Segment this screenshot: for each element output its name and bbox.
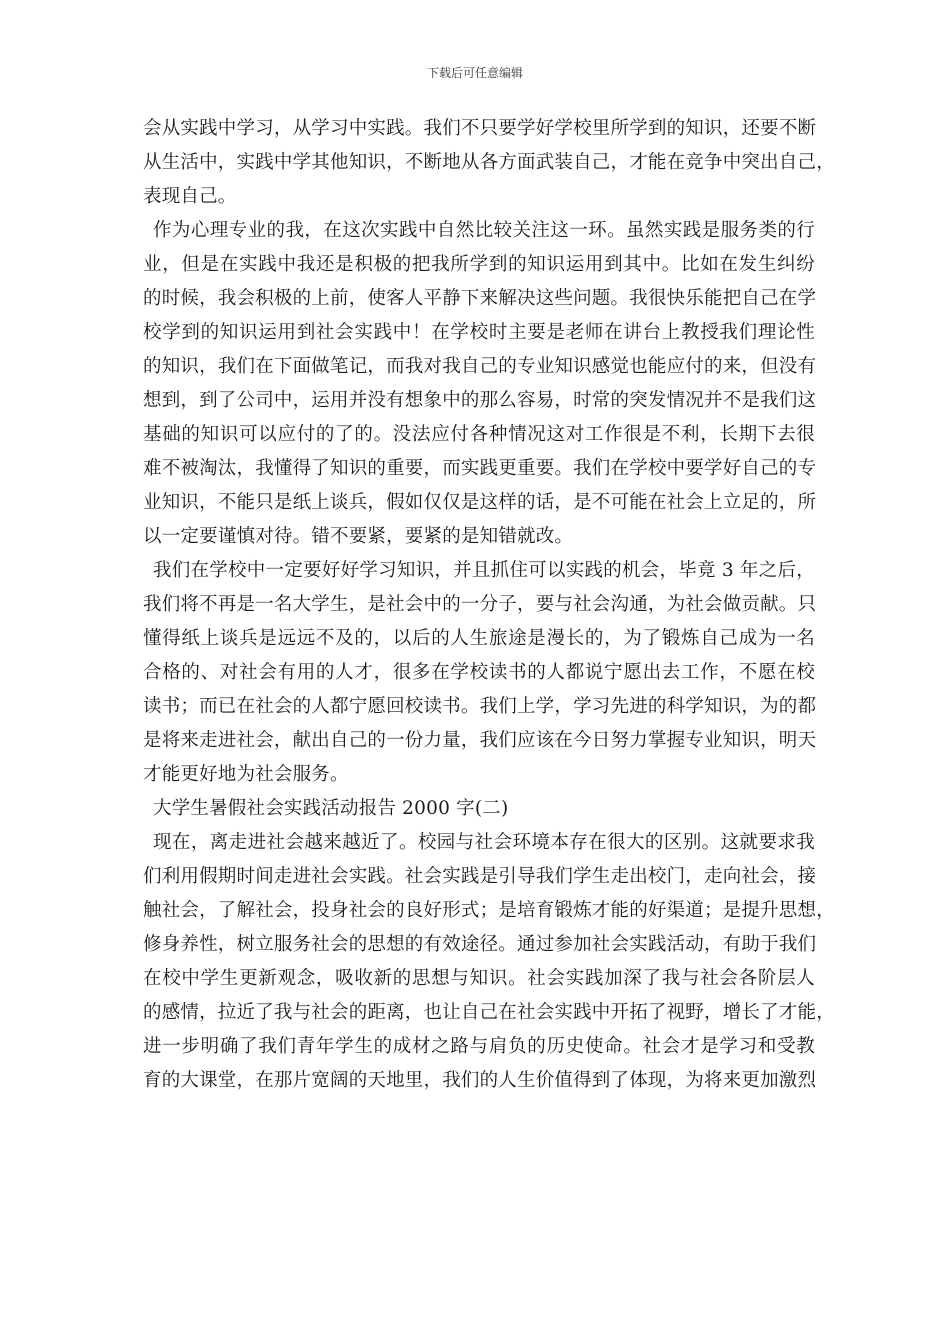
text-line: 难不被淘汰，我懂得了知识的重要，而实践更重要。我们在学校中要学好自己的专: [143, 458, 817, 479]
text-line: 想到，到了公司中，运用并没有想象中的那么容易，时常的突发情况并不是我们这: [143, 390, 817, 411]
text-line: 业，但是在实践中我还是积极的把我所学到的知识运用到其中。比如在发生纠纷: [143, 254, 815, 275]
text-line: 才能更好地为社会服务。: [143, 764, 349, 785]
text-line: 是将来走进社会，献出自己的一份力量，我们应该在今日努力掌握专业知识，明天: [143, 730, 817, 751]
text-line: 作为心理专业的我，在这次实践中自然比较关注这一环。虽然实践是服务类的行: [153, 220, 815, 241]
text-line: 的时候，我会积极的上前，使客人平静下来解决这些问题。我很快乐能把自己在学: [143, 288, 817, 309]
text-line: 读书；而已在社会的人都宁愿回校读书。我们上学，学习先进的科学知识，为的都: [143, 696, 817, 717]
document-body: [143, 112, 835, 1098]
text-line: 懂得纸上谈兵是远远不及的，以后的人生旅途是漫长的，为了锻炼自己成为一名: [143, 628, 815, 649]
text-line: 会从实践中学习，从学习中实践。我们不只要学好学校里所学到的知识，还要不断: [143, 118, 817, 139]
text-line: 进一步明确了我们青年学生的成材之路与肩负的历史使命。社会才是学习和受教: [143, 1036, 815, 1057]
text-line: 从生活中，实践中学其他知识，不断地从各方面武装自己，才能在竞争中突出自己，: [143, 152, 835, 173]
text-line: 在校中学生更新观念，吸收新的思想与知识。社会实践加深了我与社会各阶层人: [143, 968, 815, 989]
text-line: 基础的知识可以应付的了的。没法应付各种情况这对工作很是不利，长期下去很: [143, 424, 815, 445]
text-line: 的知识，我们在下面做笔记，而我对我自己的专业知识感觉也能应付的来，但没有: [143, 356, 817, 377]
text-line: 大学生暑假社会实践活动报告 2000 字(二): [153, 798, 509, 819]
text-line: 修身养性，树立服务社会的思想的有效途径。通过参加社会实践活动，有助于我们: [143, 934, 817, 955]
text-line: 业知识，不能只是纸上谈兵，假如仅仅是这样的话，是不可能在社会上立足的，所: [143, 492, 817, 513]
text-line: 我们在学校中一定要好好学习知识，并且抓住可以实践的机会，毕竟 3 年之后，: [153, 560, 815, 581]
text-line: 育的大课堂，在那片宽阔的天地里，我们的人生价值得到了体现，为将来更加激烈: [143, 1070, 817, 1091]
text-line: 我们将不再是一名大学生，是社会中的一分子，要与社会沟通，为社会做贡献。只: [143, 594, 817, 615]
page-header: 下载后可任意编辑: [426, 66, 523, 80]
text-line: 校学到的知识运用到社会实践中！在学校时主要是老师在讲台上教授我们理论性: [143, 322, 815, 343]
text-line: 们利用假期时间走进社会实践。社会实践是引导我们学生走出校门，走向社会，接: [143, 866, 817, 887]
text-line: 表现自己。: [143, 186, 237, 207]
text-line: 现在，离走进社会越来越近了。校园与社会环境本存在很大的区别。这就要求我: [153, 832, 815, 853]
text-line: 的感情，拉近了我与社会的距离，也让自己在社会实践中开拓了视野，增长了才能，: [143, 1002, 835, 1023]
text-line: 触社会，了解社会，投身社会的良好形式；是培育锻炼才能的好渠道；是提升思想，: [143, 900, 835, 921]
text-line: 以一定要谨慎对待。错不要紧，要紧的是知错就改。: [143, 526, 574, 547]
text-line: 合格的、对社会有用的人才，很多在学校读书的人都说宁愿出去工作，不愿在校: [143, 662, 815, 683]
